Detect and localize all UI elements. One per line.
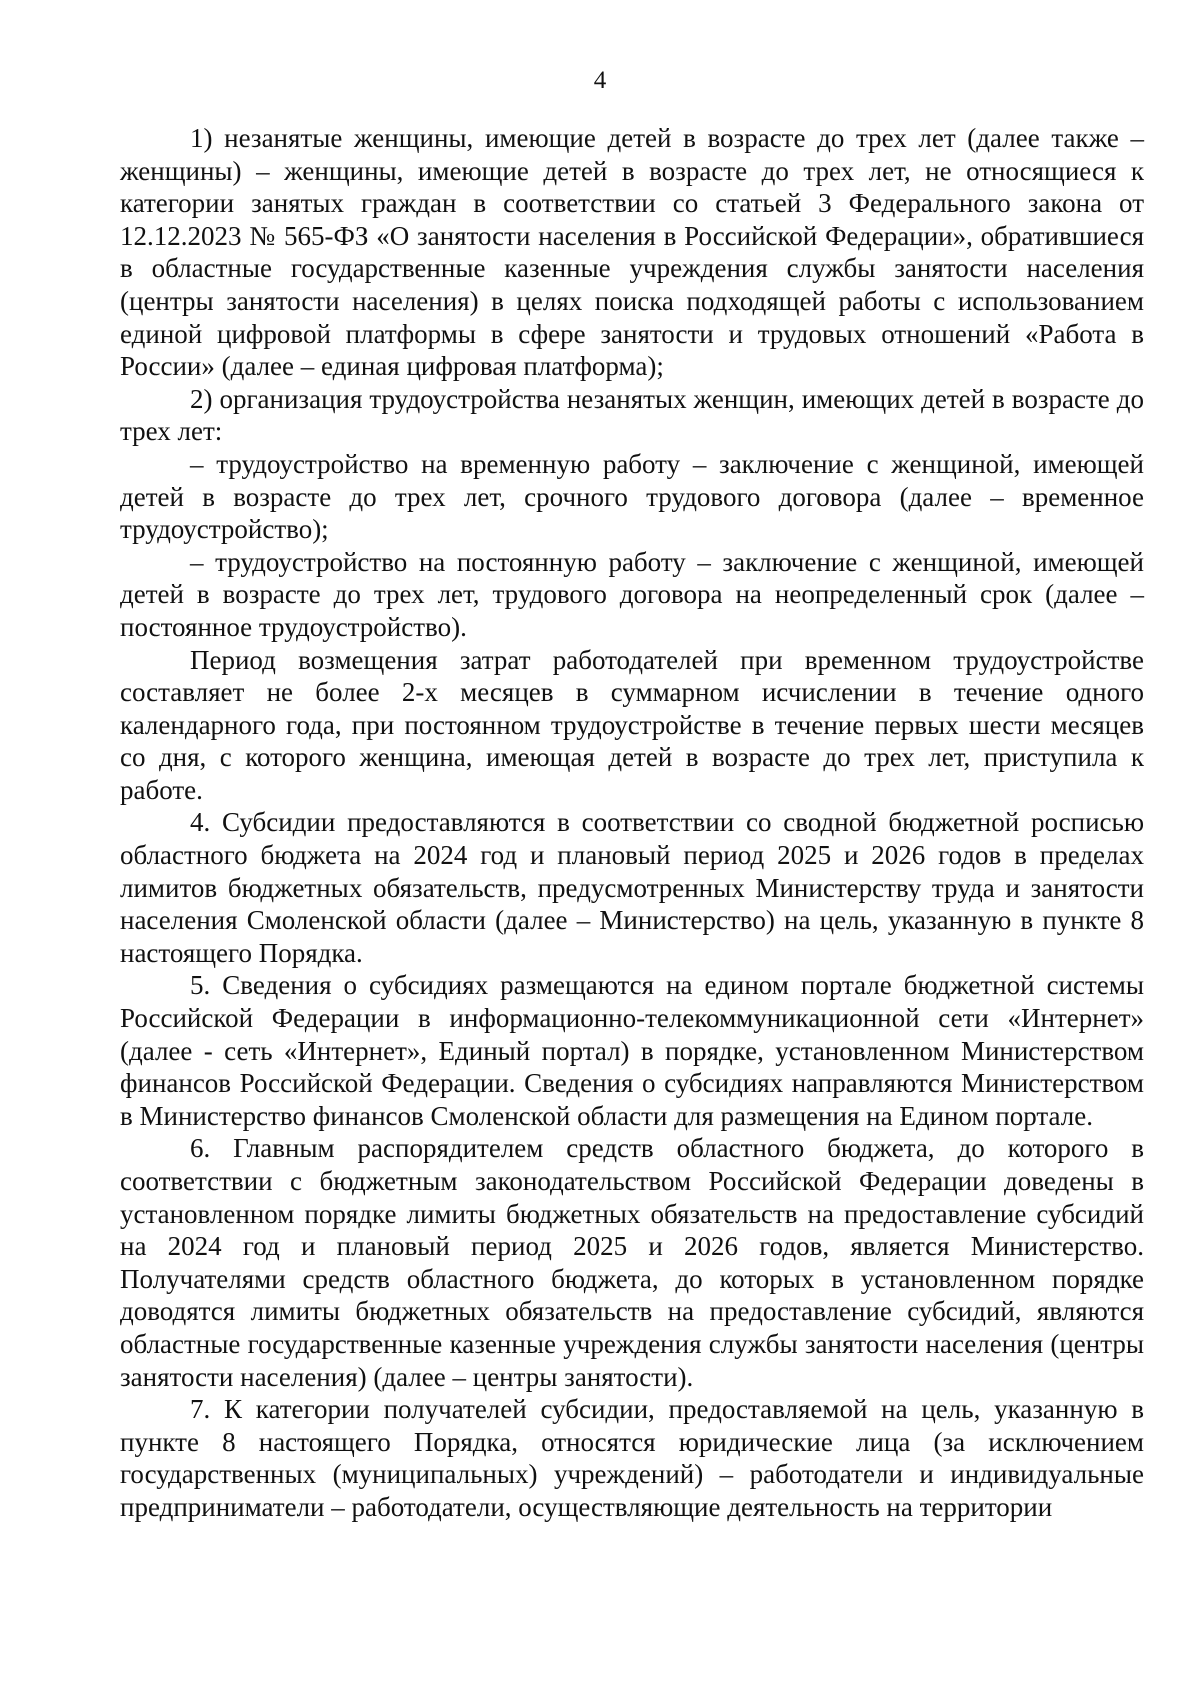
paragraph-permanent-employment: – трудоустройство на постоянную работу – заключение с женщиной, имеющей детей в возрасте до трех лет, трудового договора на неопределенный срок (далее – постоянное трудоустройство). bbox=[120, 546, 1144, 642]
paragraph-unemployed-women-definition: 1) незанятые женщины, имеющие детей в возрасте до трех лет (далее также – женщины) – женщины, имеющие детей в возрасте до трех лет, не относящиеся к категории занятых граждан в соответствии со статьей 3 Федерального закона от 12.12.2023 № 565-ФЗ «О занятости населения в Российской Федерации», обратившиеся в областные государственные казенные учреждения службы занятости населения (центры занятости населения) в целях поиска подходящей работы с использованием единой цифровой платформы в сфере занятости и трудовых отношений «Работа в России» (далее – единая цифровая платформа); bbox=[120, 123, 1144, 382]
paragraph-item-4: 4. Субсидии предоставляются в соответствии со сводной бюджетной росписью областного бюджета на 2024 год и плановый период 2025 и 2026 годов в пределах лимитов бюджетных обязательств, предусмотренных Министерству труда и занятости населения Смоленской области (далее – Министерство) на цель, указанную в пункте 8 настоящего Порядка. bbox=[120, 807, 1144, 968]
paragraph-temporary-employment: – трудоустройство на временную работу – заключение с женщиной, имеющей детей в возрасте до трех лет, срочного трудового договора (далее – временное трудоустройство); bbox=[120, 448, 1144, 545]
paragraph-item-7: 7. К категории получателей субсидии, предоставляемой на цель, указанную в пункте 8 настоящего Порядка, относятся юридические лица (за исключением государственных (муниципальных) учреждений) – работодатели и индивидуальные предприниматели – работодатели, осуществляющие деятельность на территории bbox=[120, 1394, 1144, 1522]
page-number: 4 bbox=[593, 67, 607, 94]
document-body bbox=[120, 122, 1144, 1524]
paragraph-item-6: 6. Главным распорядителем средств областного бюджета, до которого в соответствии с бюджетным законодательством Российской Федерации доведены в установленном порядке лимиты бюджетных обязательств на предоставление субсидий на 2024 год и плановый период 2025 и 2026 годов, является Министерство. Получателями средств областного бюджета, до которых в установленном порядке доводятся лимиты бюджетных обязательств на предоставление субсидий, являются областные государственные казенные учреждения службы занятости населения (центры занятости населения) (далее – центры занятости). bbox=[120, 1133, 1144, 1392]
paragraph-item-5: 5. Сведения о субсидиях размещаются на едином портале бюджетной системы Российской Федерации в информационно-телекоммуникационной сети «Интернет» (далее - сеть «Интернет», Единый портал) в порядке, установленном Министерством финансов Российской Федерации. Сведения о субсидиях направляются Министерством в Министерство финансов Смоленской области для размещения на Едином портале. bbox=[120, 970, 1144, 1131]
paragraph-employment-organization: 2) организация трудоустройства незанятых женщин, имеющих детей в возрасте до трех лет: bbox=[120, 383, 1144, 447]
paragraph-reimbursement-period: Период возмещения затрат работодателей при временном трудоустройстве составляет не более 2-х месяцев в суммарном исчислении в течение одного календарного года, при постоянном трудоустройстве в течение первых шести месяцев со дня, с которого женщина, имеющая детей в возрасте до трех лет, приступила к работе. bbox=[120, 644, 1144, 805]
